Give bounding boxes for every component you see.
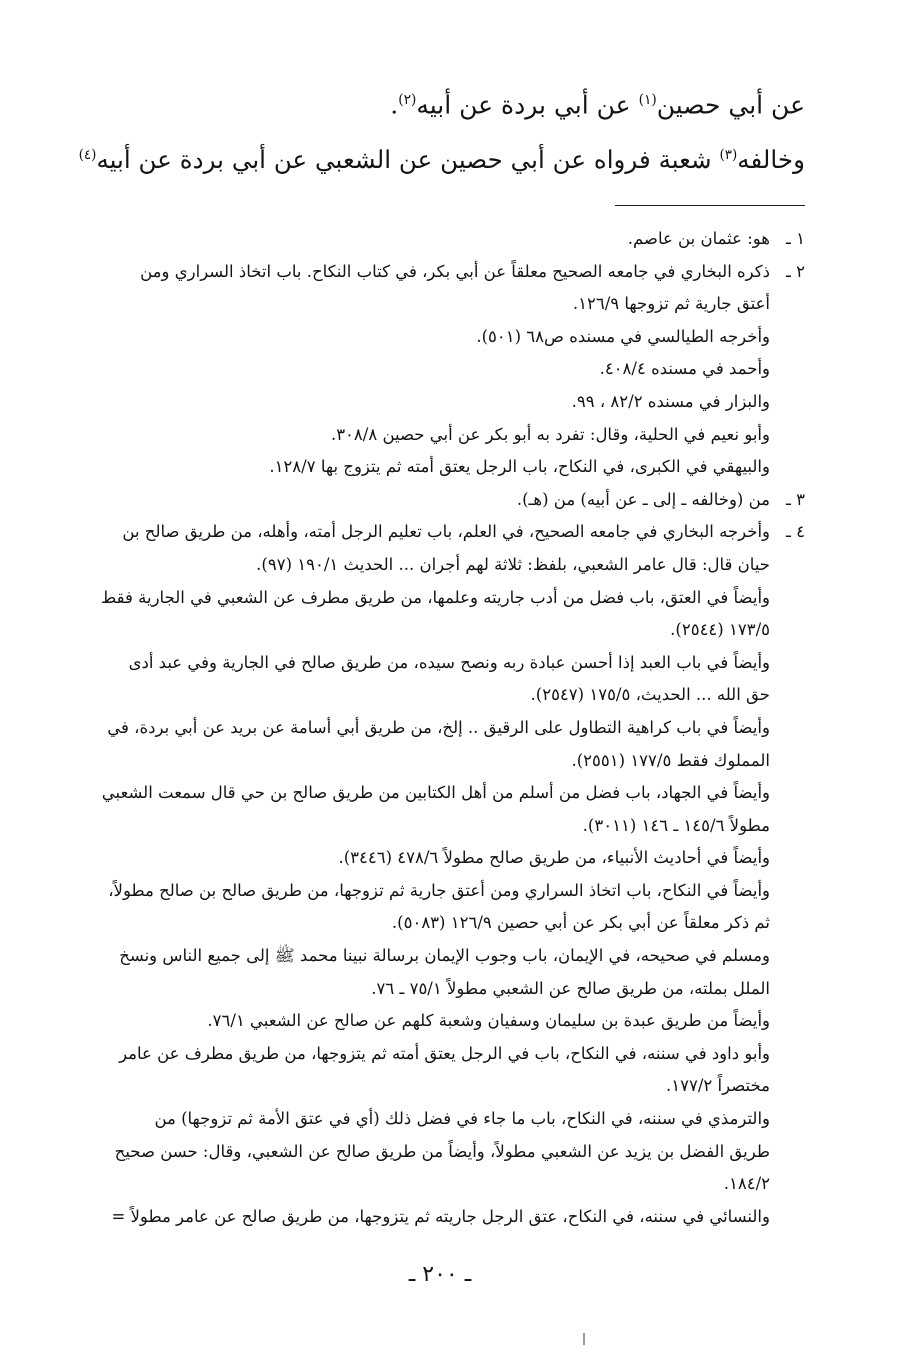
main-text-line-1	[80, 82, 805, 123]
footnote-text: والترمذي في سننه، في النكاح، باب ما جاء في فضل ذلك (أي في عتق الأمة ثم تزوجها) من	[154, 1109, 770, 1129]
footnote-ref-3[interactable]: (٣)	[719, 147, 738, 163]
footnote-number: ٢ ـ	[786, 261, 805, 281]
page-number: ـ ٢٠٠ ـ	[408, 1262, 472, 1287]
footnote-text: ومسلم في صحيحه، في الإيمان، باب وجوب الإيمان برسالة نبينا محمد ﷺ إلى جميع الناس ونسخ	[119, 946, 770, 966]
footnote-text: وأيضاً من طريق عبدة بن سليمان وسفيان وشعبة كلهم عن صالح عن الشعبي ٧٦/١.	[207, 1011, 770, 1031]
footnote-line-numbered	[95, 516, 805, 549]
footnote-number: ٣ ـ	[786, 489, 805, 509]
footnote-text: ذكره البخاري في جامعه الصحيح معلقاً عن أبي بكر، في كتاب النكاح. باب اتخاذ السراري ومن	[140, 261, 770, 281]
main-text-segment: عن أبي حصين	[656, 90, 805, 120]
footnote-line	[95, 679, 805, 712]
footnote-line	[95, 582, 805, 615]
footnote-number: ٤ ـ	[786, 522, 805, 542]
footnote-line	[95, 386, 805, 419]
footnote-ref-1[interactable]: (١)	[638, 92, 657, 108]
footnote-line-numbered	[95, 256, 805, 289]
footnote-line	[95, 810, 805, 843]
footnote-line	[95, 321, 805, 354]
footnote-text: المملوك فقط ١٧٧/٥ (٢٥٥١).	[571, 750, 770, 770]
footnote-text: والبيهقي في الكبرى، في النكاح، باب الرجل يعتق أمته ثم يتزوج بها ١٢٨/٧.	[269, 457, 770, 477]
main-text-line-2	[80, 137, 805, 178]
footnote-line	[95, 1038, 805, 1071]
footnote-text: وأخرجه البخاري في جامعه الصحيح، في العلم، باب تعليم الرجل أمته، وأهله، من طريق صالح بن	[122, 522, 770, 542]
footnote-text: والبزار في مسنده ٨٢/٢ ، ٩٩.	[571, 391, 770, 411]
footnote-line-numbered	[95, 223, 805, 256]
footnote-line	[95, 451, 805, 484]
footnote-text: وأيضاً في النكاح، باب اتخاذ السراري ومن أعتق جارية ثم تزوجها، من طريق صالح بن صالح مطولاً،	[108, 880, 770, 900]
footnote-line	[95, 940, 805, 973]
footnote-line	[95, 875, 805, 908]
main-text-segment: شعبة فرواه عن أبي حصين عن الشعبي عن أبي بردة عن أبيه	[96, 145, 720, 175]
main-text-segment: عن أبي بردة عن أبيه	[416, 90, 639, 120]
footnote-line	[95, 353, 805, 386]
footnotes-section	[95, 223, 805, 1233]
footnote-text: وأيضاً في العتق، باب فضل من أدب جاريته وعلمها، من طريق مطرف عن الشعبي في الجارية فقط	[101, 587, 770, 607]
footnote-text: حق الله ... الحديث، ١٧٥/٥ (٢٥٤٧).	[530, 685, 770, 705]
footnote-line	[95, 973, 805, 1006]
footnote-line	[95, 549, 805, 582]
footnote-line	[95, 1201, 805, 1234]
footnote-text: والنسائي في سننه، في النكاح، عتق الرجل جاريته ثم يتزوجها، من طريق صالح عن عامر مطولاً =	[111, 1206, 770, 1226]
footnote-text: طريق الفضل بن يزيد عن الشعبي مطولاً، وأيضاً من طريق صالح عن الشعبي، وقال: حسن صحيح	[114, 1141, 770, 1161]
footnote-text: هو: عثمان بن عاصم.	[627, 229, 770, 248]
main-text-segment: .	[390, 90, 399, 120]
footnote-line-numbered	[95, 484, 805, 517]
footnote-line	[95, 1168, 805, 1201]
footnote-line	[95, 288, 805, 321]
footnote-text: وأحمد في مسنده ٤٠٨/٤.	[599, 359, 770, 379]
footnote-text: ١٧٣/٥ (٢٥٤٤).	[670, 620, 770, 640]
footnote-line	[95, 1070, 805, 1103]
footnote-line	[95, 419, 805, 452]
footnote-text: من (وخالفه ـ إلى ـ عن أبيه) من (هـ).	[516, 489, 770, 509]
footnote-line	[95, 1103, 805, 1136]
footnote-line	[95, 614, 805, 647]
footnote-line	[95, 745, 805, 778]
footnote-text: وأيضاً في باب كراهية التطاول على الرقيق .. إلخ، من طريق أبي أسامة عن بريد عن أبي بردة، في	[107, 717, 770, 737]
footnote-divider	[615, 205, 805, 206]
footnote-line	[95, 1136, 805, 1169]
footnote-line	[95, 842, 805, 875]
footnote-line	[95, 907, 805, 940]
footnote-text: مطولاً ١٤٥/٦ ـ ١٤٦ (٣٠١١).	[582, 815, 770, 835]
footnote-text: أعتق جارية ثم تزوجها ١٢٦/٩.	[572, 294, 770, 314]
footnote-text: ثم ذكر معلقاً عن أبي بكر عن أبي حصين ١٢٦/٩ (٥٠٨٣).	[391, 913, 770, 933]
footnote-text: ١٨٤/٢.	[723, 1174, 770, 1194]
footnote-text: وأيضاً في باب العبد إذا أحسن عبادة ربه ونصح سيده، من طريق صالح في الجارية وفي عبد أدى	[128, 652, 770, 672]
footnote-line	[95, 777, 805, 810]
scan-mark	[583, 1333, 585, 1345]
footnote-text: حيان قال: قال عامر الشعبي، بلفظ: ثلاثة لهم أجران ... الحديث ١٩٠/١ (٩٧).	[256, 554, 770, 574]
footnote-text: مختصراً ١٧٧/٢.	[666, 1076, 770, 1096]
footnote-text: الملل بملته، من طريق صالح عن الشعبي مطولاً ٧٥/١ ـ ٧٦.	[371, 978, 770, 998]
footnote-text: وأيضاً في الجهاد، باب فضل من أسلم من أهل الكتابين من طريق صالح بن حي قال سمعت الشعبي	[101, 783, 770, 803]
footnote-ref-2[interactable]: (٢)	[398, 92, 417, 108]
footnote-ref-4[interactable]: (٤)	[78, 147, 97, 163]
main-text-segment: وخالفه	[737, 145, 805, 175]
footnote-line	[95, 712, 805, 745]
footnote-number: ١ ـ	[786, 229, 805, 248]
footnote-text: وأخرجه الطيالسي في مسنده ص٦٨ (٥٠١).	[476, 326, 770, 346]
footnote-text: وأبو نعيم في الحلية، وقال: تفرد به أبو بكر عن أبي حصين ٣٠٨/٨.	[330, 424, 770, 444]
footnote-text: وأبو داود في سننه، في النكاح، باب في الرجل يعتق أمته ثم يتزوجها، من طريق مطرف عن عامر	[119, 1043, 770, 1063]
footnote-line	[95, 647, 805, 680]
footnote-text: وأيضاً في أحاديث الأنبياء، من طريق صالح مطولاً ٤٧٨/٦ (٣٤٤٦).	[338, 848, 770, 868]
footnote-line	[95, 1005, 805, 1038]
